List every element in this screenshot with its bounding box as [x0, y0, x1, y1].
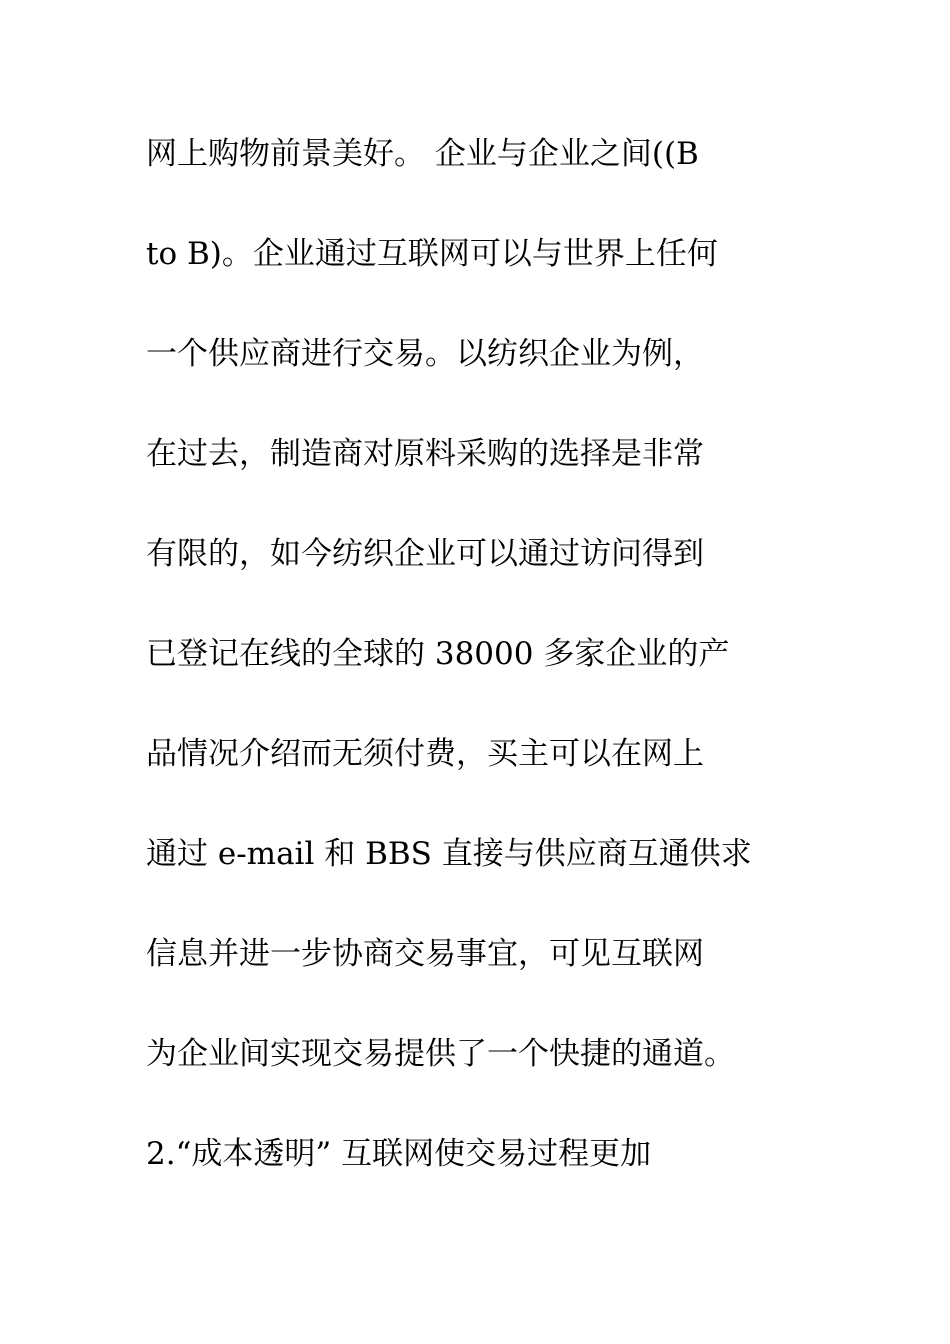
text-line-7: 品情况介绍而无须付费，买主可以在网上	[146, 736, 704, 772]
text-line-10: 为企业间实现交易提供了一个快捷的通道。	[146, 1036, 735, 1072]
text-line-1: 网上购物前景美好。 企业与企业之间((B	[146, 136, 699, 172]
text-line-9: 信息并进一步协商交易事宜，可见互联网	[146, 936, 704, 972]
text-line-11: 2.“成本透明” 互联网使交易过程更加	[146, 1136, 652, 1172]
text-line-3: 一个供应商进行交易。以纺织企业为例，	[146, 336, 704, 372]
text-line-5: 有限的，如今纺织企业可以通过访问得到	[146, 536, 704, 572]
body-text	[146, 128, 826, 1228]
text-line-8: 通过 e-mail 和 BBS 直接与供应商互通供求	[146, 836, 752, 872]
text-line-6: 已登记在线的全球的 38000 多家企业的产	[146, 636, 730, 672]
text-line-4: 在过去，制造商对原料采购的选择是非常	[146, 436, 704, 472]
text-line-2: to B)。企业通过互联网可以与世界上任何	[146, 236, 718, 272]
